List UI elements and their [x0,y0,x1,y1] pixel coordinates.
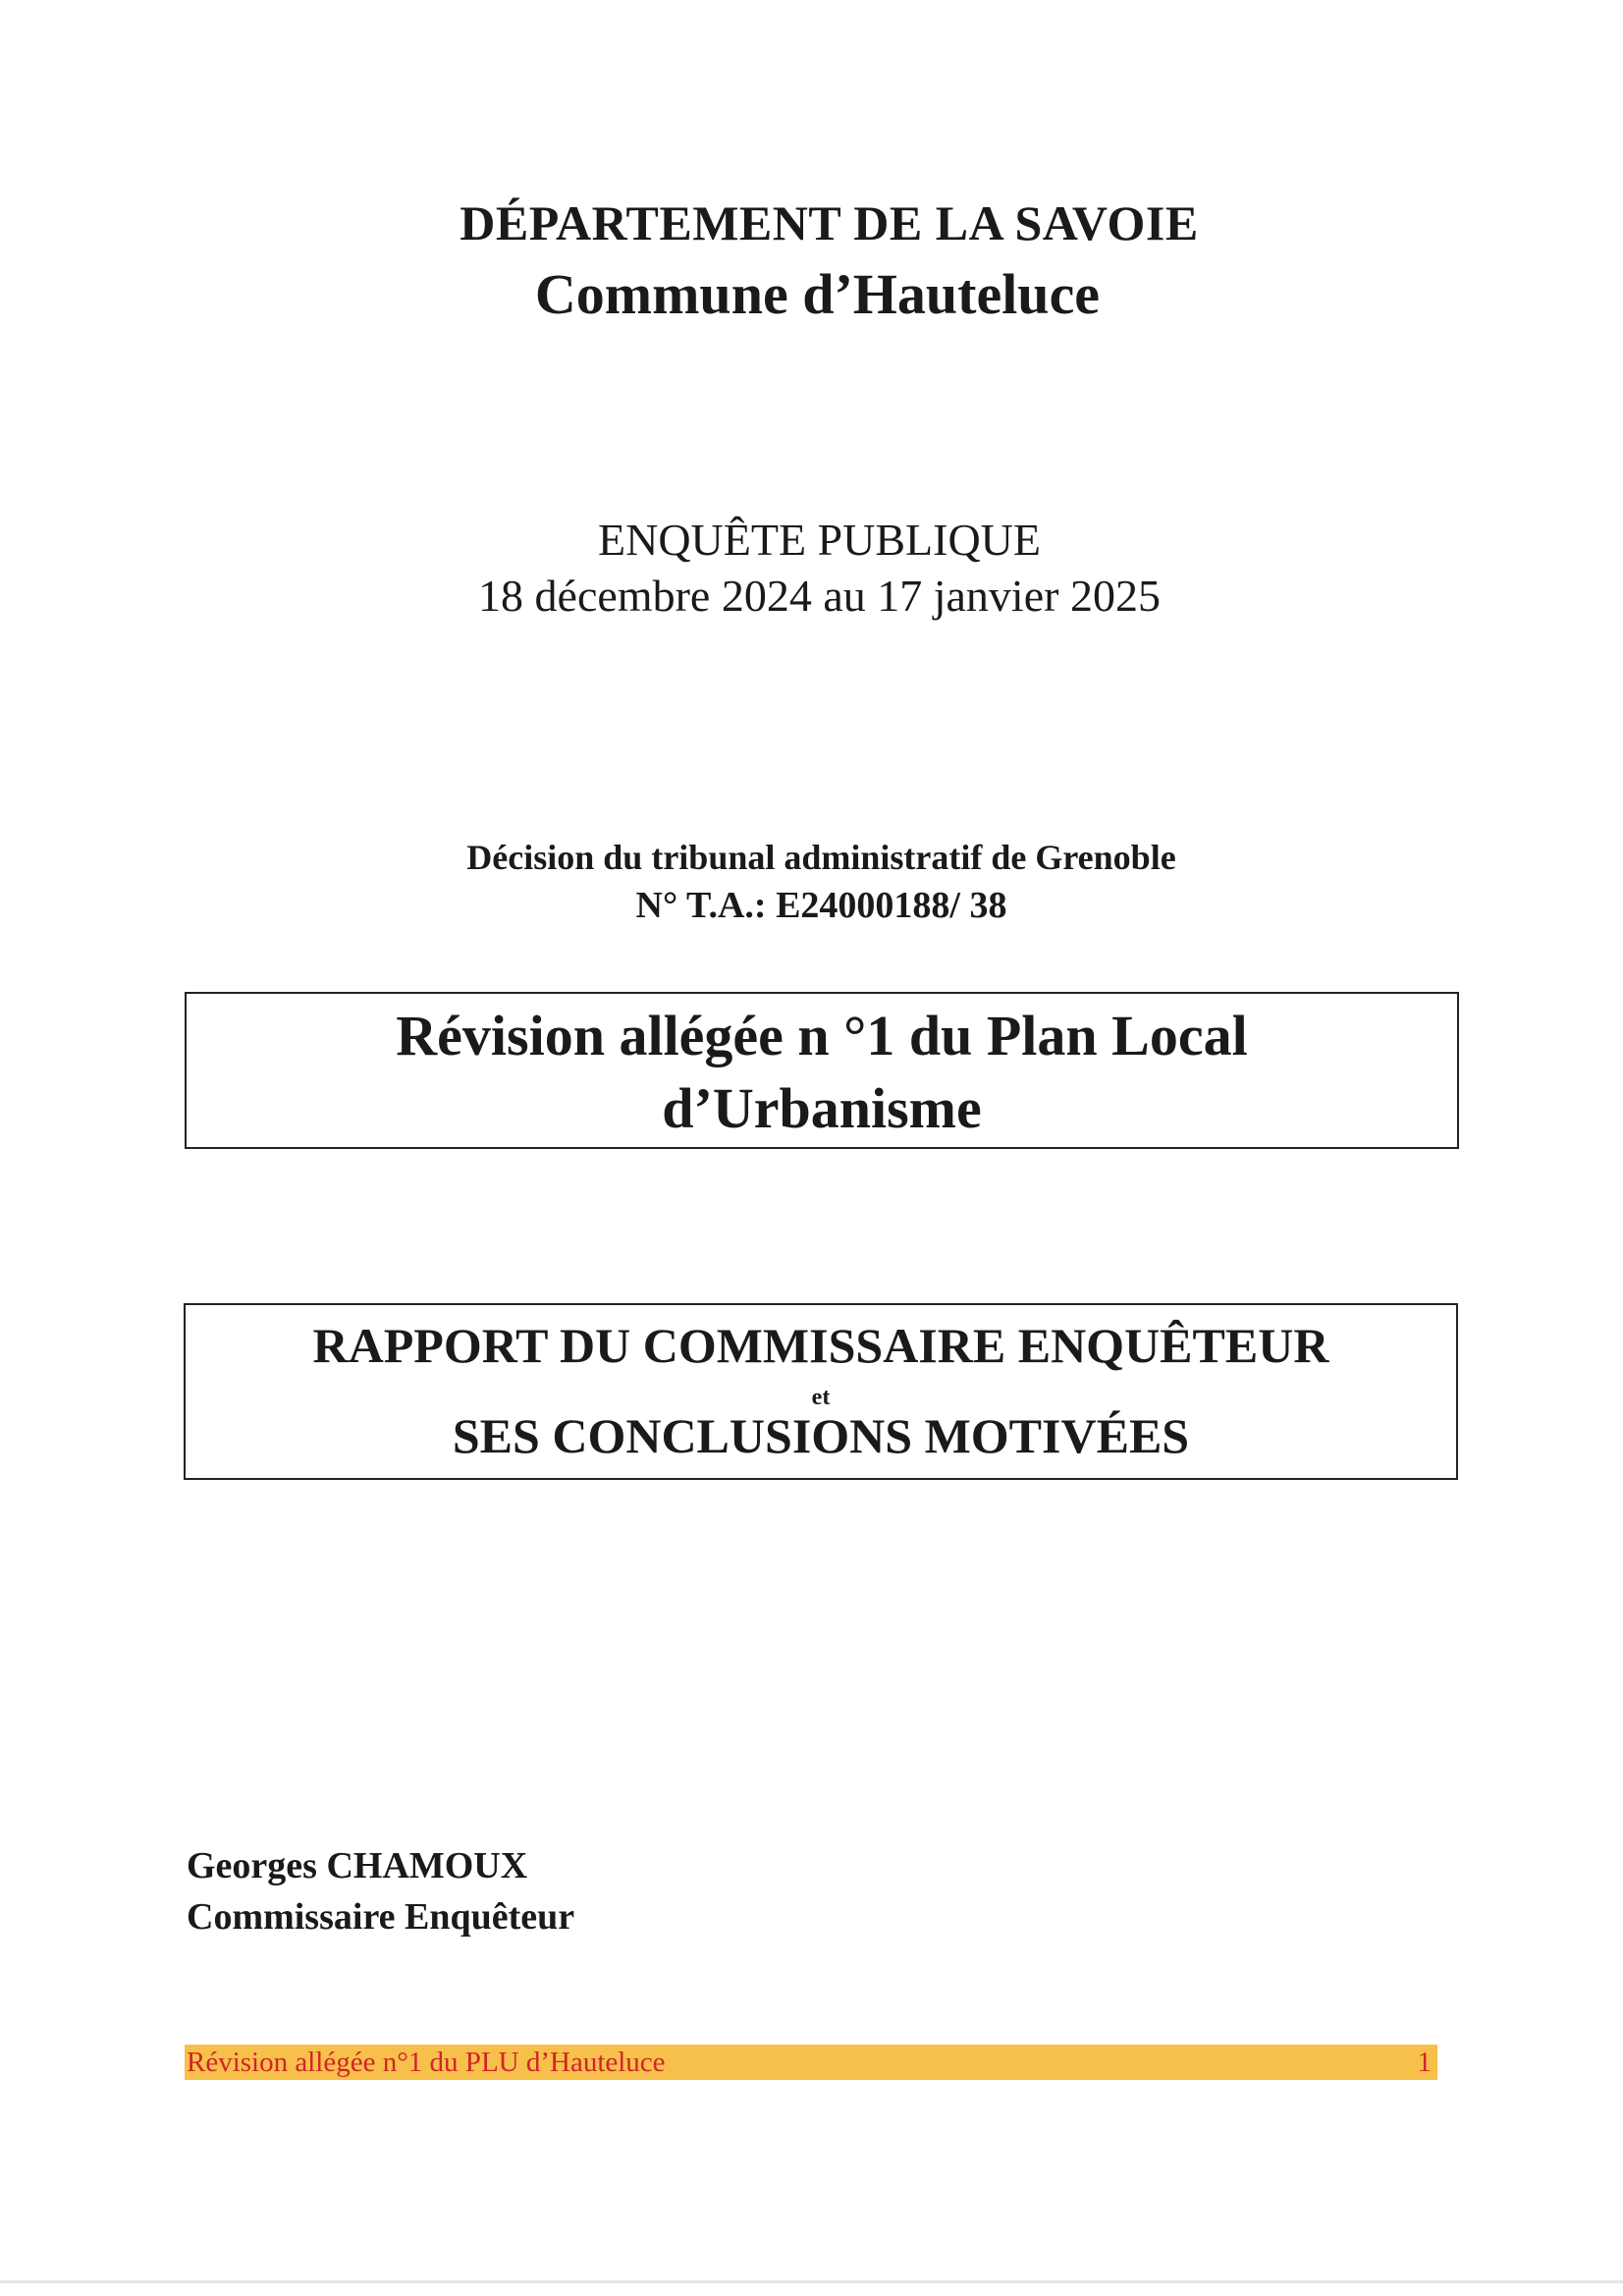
revision-title-line-2: d’Urbanisme [662,1076,982,1140]
commune-heading: Commune d’Hauteluce [534,262,1101,326]
report-title-line-1: RAPPORT DU COMMISSAIRE ENQUÊTEUR [312,1318,1329,1373]
report-title-line-2: SES CONCLUSIONS MOTIVÉES [452,1408,1190,1463]
report-title-box [184,1303,1458,1480]
report-title-connector: et [811,1385,831,1410]
footer-title: Révision allégée n°1 du PLU d’Hauteluce [187,2047,666,2078]
revision-title-line-1: Révision allégée n °1 du Plan Local [396,1004,1248,1067]
author-name: Georges CHAMOUX [187,1845,528,1886]
scan-edge-divider [0,2280,1623,2283]
page-footer [185,2045,1437,2080]
page-number: 1 [1417,2047,1432,2078]
revision-title-box [185,992,1459,1149]
author-role: Commissaire Enquêteur [187,1896,575,1938]
inquiry-title: ENQUÊTE PUBLIQUE [598,515,1041,565]
court-reference: N° T.A.: E24000188/ 38 [635,885,1007,926]
court-decision: Décision du tribunal administratif de Grenoble [466,838,1176,877]
inquiry-dates: 18 décembre 2024 au 17 janvier 2025 [478,571,1161,621]
department-heading: DÉPARTEMENT DE LA SAVOIE [460,195,1199,250]
